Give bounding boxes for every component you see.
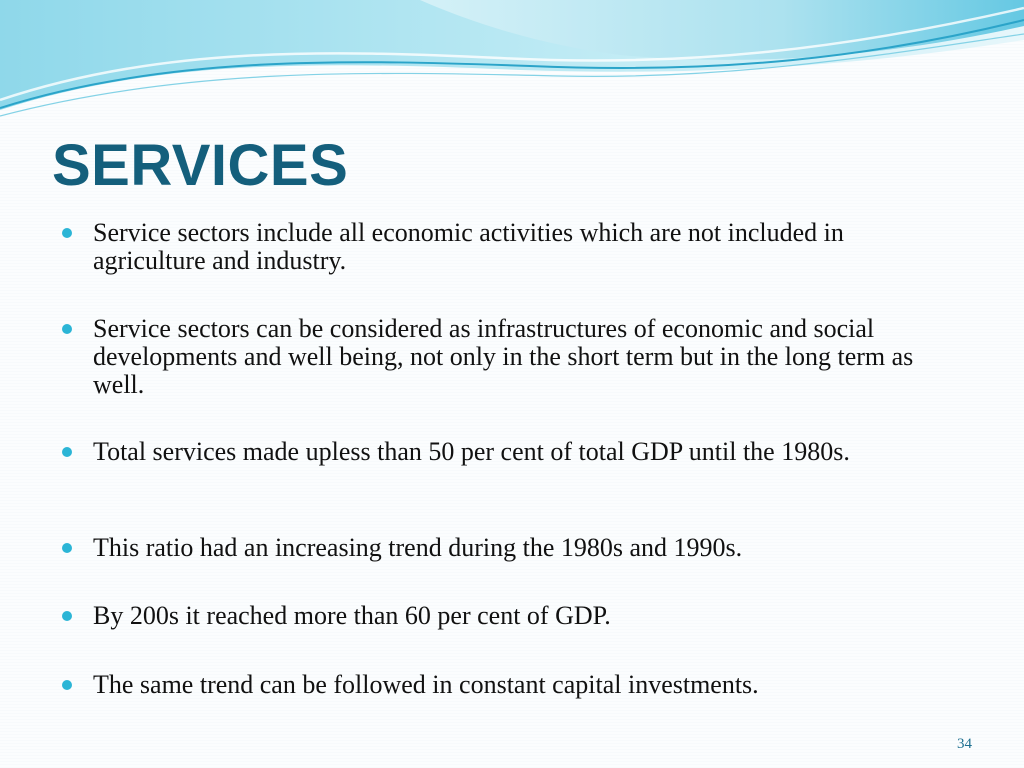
page-number: 34 xyxy=(957,736,972,752)
bullet-dot-icon xyxy=(62,543,72,553)
bullet-text: The same trend can be followed in constant capital investments. xyxy=(93,670,759,699)
bullet-item xyxy=(62,438,942,466)
bullet-dot-icon xyxy=(62,324,72,334)
bullet-item xyxy=(62,219,942,275)
bullet-item xyxy=(62,315,942,399)
bullet-item xyxy=(62,602,942,630)
bullet-dot-icon xyxy=(62,611,72,621)
bullet-dot-icon xyxy=(62,680,72,690)
header-wave-decoration xyxy=(0,0,1024,120)
bullet-dot-icon xyxy=(62,228,72,238)
bullet-text: Service sectors can be considered as infrastructures of economic and social developments and well being, not only in the short term but in the long term as well. xyxy=(93,314,914,399)
bullet-text: This ratio had an increasing trend during the 1980s and 1990s. xyxy=(93,533,743,562)
bullet-dot-icon xyxy=(62,447,72,457)
bullet-item xyxy=(62,534,942,562)
bullet-item xyxy=(62,671,942,699)
slide-title: SERVICES xyxy=(52,133,349,198)
bullet-text: Total services made upless than 50 per cent of total GDP until the 1980s. xyxy=(93,437,850,466)
bullet-text: Service sectors include all economic activities which are not included in agriculture and industry. xyxy=(93,218,844,275)
bullet-text: By 200s it reached more than 60 per cent of GDP. xyxy=(93,601,611,630)
